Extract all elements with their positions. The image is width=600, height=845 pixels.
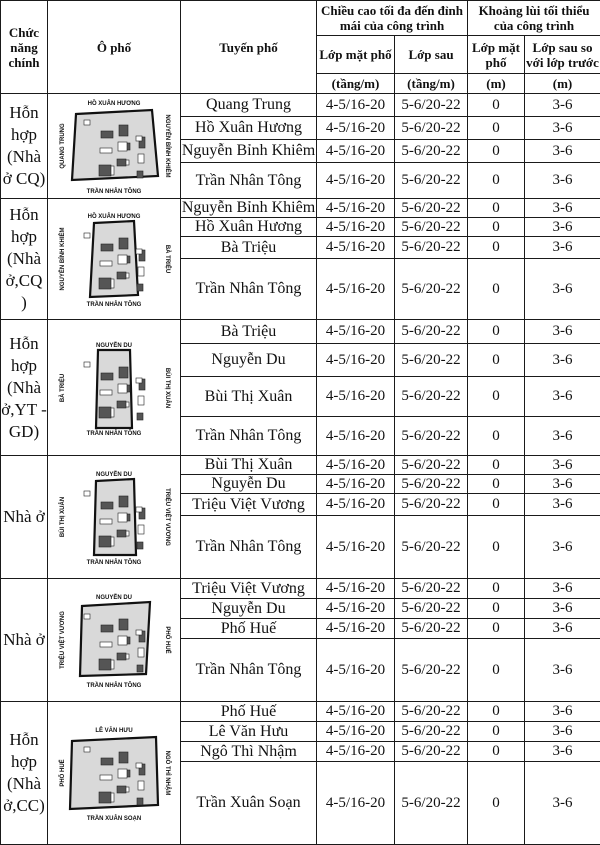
front-height-cell: 4-5/16-20: [317, 344, 395, 377]
back-height-cell: 5-6/20-22: [395, 417, 468, 456]
back-height-cell: 5-6/20-22: [395, 619, 468, 639]
parcel: [119, 752, 128, 763]
street-cell: Nguyễn Bỉnh Khiêm: [181, 199, 317, 218]
map-street-label: NGUYỄN DU: [96, 342, 132, 349]
parcel: [99, 278, 111, 289]
parcel: [119, 619, 128, 630]
back-height-cell: 5-6/20-22: [395, 722, 468, 742]
back-height-cell: 5-6/20-22: [395, 218, 468, 237]
parcel: [119, 367, 128, 378]
map-street-label: PHỐ HUẾ: [164, 626, 171, 653]
street-cell: Trần Nhân Tông: [181, 259, 317, 320]
setback-front-cell: 0: [468, 140, 525, 163]
parcel: [138, 525, 144, 534]
setback-front-cell: 0: [468, 639, 525, 702]
street-cell: Hồ Xuân Hương: [181, 117, 317, 140]
setback-back-cell: 3-6: [525, 377, 600, 417]
parcel: [117, 272, 126, 279]
setback-back-cell: 3-6: [525, 494, 600, 516]
map-street-label: BÙI THỊ XUÂN: [164, 367, 171, 407]
street-cell: Ngô Thì Nhậm: [181, 742, 317, 762]
block-map: [54, 338, 174, 438]
back-height-cell: 5-6/20-22: [395, 579, 468, 599]
front-height-cell: 4-5/16-20: [317, 494, 395, 516]
parcel: [100, 148, 112, 153]
street-cell: Trần Nhân Tông: [181, 516, 317, 579]
parcel: [101, 244, 113, 251]
back-height-cell: 5-6/20-22: [395, 163, 468, 199]
front-height-cell: 4-5/16-20: [317, 702, 395, 722]
street-cell: Trần Nhân Tông: [181, 163, 317, 199]
table-row: [1, 199, 600, 218]
front-height-cell: 4-5/16-20: [317, 237, 395, 259]
setback-front-cell: 0: [468, 599, 525, 619]
back-height-cell: 5-6/20-22: [395, 259, 468, 320]
table-row: [1, 94, 600, 117]
unit-front-height: (tầng/m): [317, 74, 395, 94]
parcel: [117, 401, 126, 408]
map-street-label: NGUYỄN DU: [96, 471, 132, 478]
back-height-cell: 5-6/20-22: [395, 475, 468, 494]
setback-back-cell: 3-6: [525, 516, 600, 579]
setback-back-cell: 3-6: [525, 417, 600, 456]
back-height-cell: 5-6/20-22: [395, 140, 468, 163]
setback-back-cell: 3-6: [525, 702, 600, 722]
front-height-cell: 4-5/16-20: [317, 475, 395, 494]
front-height-cell: 4-5/16-20: [317, 619, 395, 639]
map-street-label: QUANG TRUNG: [60, 123, 66, 169]
block-map: [54, 467, 174, 567]
front-height-cell: 4-5/16-20: [317, 599, 395, 619]
block-map-cell: [48, 199, 181, 320]
table-row: [1, 579, 600, 599]
header-front-layer: Lớp mặt phố: [317, 36, 395, 74]
unit-setback-front: (m): [468, 74, 525, 94]
header-min-setback: Khoảng lùi tối thiểu của công trình: [468, 1, 600, 36]
block-map: [54, 723, 174, 823]
parcel: [100, 261, 112, 266]
front-height-cell: 4-5/16-20: [317, 456, 395, 475]
table-row: [1, 320, 600, 344]
street-cell: Phố Huế: [181, 702, 317, 722]
map-street-label: TRẦN NHÂN TÔNG: [87, 429, 142, 437]
map-street-label: TRIỆU VIỆT VƯƠNG: [58, 611, 66, 669]
parcel: [119, 125, 128, 136]
back-height-cell: 5-6/20-22: [395, 94, 468, 117]
parcel: [117, 653, 126, 660]
back-height-cell: 5-6/20-22: [395, 599, 468, 619]
back-height-cell: 5-6/20-22: [395, 702, 468, 722]
back-height-cell: 5-6/20-22: [395, 516, 468, 579]
setback-front-cell: 0: [468, 579, 525, 599]
setback-front-cell: 0: [468, 762, 525, 845]
street-cell: Trần Xuân Soạn: [181, 762, 317, 845]
setback-front-cell: 0: [468, 742, 525, 762]
setback-back-cell: 3-6: [525, 722, 600, 742]
setback-front-cell: 0: [468, 94, 525, 117]
parcel: [137, 542, 143, 549]
parcel: [84, 747, 90, 752]
back-height-cell: 5-6/20-22: [395, 742, 468, 762]
parcel: [84, 233, 90, 238]
front-height-cell: 4-5/16-20: [317, 117, 395, 140]
header-function: Chức năng chính: [1, 1, 48, 94]
parcel: [119, 496, 128, 507]
setback-back-cell: 3-6: [525, 639, 600, 702]
parcel: [101, 625, 113, 632]
street-cell: Nguyễn Bỉnh Khiêm: [181, 140, 317, 163]
parcel: [101, 373, 113, 380]
table-row: [1, 456, 600, 475]
setback-front-cell: 0: [468, 702, 525, 722]
parcel: [101, 131, 113, 138]
unit-back-height: (tầng/m): [395, 74, 468, 94]
map-street-label: TRẦN NHÂN TÔNG: [87, 558, 142, 566]
parcel: [84, 362, 90, 367]
back-height-cell: 5-6/20-22: [395, 237, 468, 259]
front-height-cell: 4-5/16-20: [317, 320, 395, 344]
setback-front-cell: 0: [468, 377, 525, 417]
map-street-label: BÀ TRIỆU: [164, 245, 172, 273]
front-height-cell: 4-5/16-20: [317, 742, 395, 762]
setback-back-cell: 3-6: [525, 199, 600, 218]
parcel: [99, 792, 111, 803]
front-height-cell: 4-5/16-20: [317, 639, 395, 702]
parcel: [138, 396, 144, 405]
setback-front-cell: 0: [468, 475, 525, 494]
setback-front-cell: 0: [468, 344, 525, 377]
parcel: [136, 378, 142, 383]
parcel: [118, 769, 127, 778]
function-cell: Nhà ở: [1, 456, 48, 579]
header-max-height: Chiều cao tối đa đến đỉnh mái của công trình: [317, 1, 468, 36]
street-cell: Nguyễn Du: [181, 344, 317, 377]
setback-back-cell: 3-6: [525, 94, 600, 117]
parcel: [137, 798, 143, 805]
parcel: [101, 758, 113, 765]
block-map: [54, 590, 174, 690]
setback-front-cell: 0: [468, 320, 525, 344]
parcel: [136, 630, 142, 635]
setback-back-cell: 3-6: [525, 117, 600, 140]
setback-front-cell: 0: [468, 722, 525, 742]
map-street-label: LÊ VĂN HƯU: [95, 726, 132, 734]
map-street-label: NGÔ THÌ NHẬM: [164, 751, 172, 796]
street-cell: Hồ Xuân Hương: [181, 218, 317, 237]
map-street-label: NGUYỄN DU: [96, 594, 132, 601]
map-street-label: PHỐ HUẾ: [59, 759, 66, 786]
parcel: [99, 165, 111, 176]
header-setback-front: Lớp mặt phố: [468, 36, 525, 74]
back-height-cell: 5-6/20-22: [395, 377, 468, 417]
setback-back-cell: 3-6: [525, 475, 600, 494]
function-cell: Hỗn hợp (Nhà ở,YT -GD): [1, 320, 48, 456]
front-height-cell: 4-5/16-20: [317, 199, 395, 218]
front-height-cell: 4-5/16-20: [317, 579, 395, 599]
parcel: [100, 390, 112, 395]
back-height-cell: 5-6/20-22: [395, 456, 468, 475]
map-street-label: NGUYỄN BỈNH KHIÊM: [164, 114, 172, 177]
parcel: [138, 781, 144, 790]
street-cell: Lê Văn Hưu: [181, 722, 317, 742]
block-map: [54, 96, 174, 196]
setback-back-cell: 3-6: [525, 259, 600, 320]
setback-front-cell: 0: [468, 456, 525, 475]
setback-front-cell: 0: [468, 494, 525, 516]
parcel: [136, 763, 142, 768]
parcel: [99, 659, 111, 670]
map-street-label: TRIỆU VIỆT VƯƠNG: [164, 488, 172, 546]
back-height-cell: 5-6/20-22: [395, 494, 468, 516]
back-height-cell: 5-6/20-22: [395, 320, 468, 344]
street-cell: Bà Triệu: [181, 320, 317, 344]
back-height-cell: 5-6/20-22: [395, 639, 468, 702]
front-height-cell: 4-5/16-20: [317, 417, 395, 456]
parcel: [84, 614, 90, 619]
parcel: [100, 775, 112, 780]
header-setback-back: Lớp sau so với lớp trước: [525, 36, 600, 74]
block-map-cell: [48, 94, 181, 199]
setback-back-cell: 3-6: [525, 218, 600, 237]
map-street-label: TRẦN NHÂN TÔNG: [87, 681, 142, 689]
block-map-cell: [48, 456, 181, 579]
table-row: [1, 702, 600, 722]
function-cell: Hỗn hợp (Nhà ở CQ): [1, 94, 48, 199]
parcel: [118, 255, 127, 264]
parcel: [101, 502, 113, 509]
setback-back-cell: 3-6: [525, 140, 600, 163]
back-height-cell: 5-6/20-22: [395, 762, 468, 845]
back-height-cell: 5-6/20-22: [395, 199, 468, 218]
block-map-cell: [48, 320, 181, 456]
function-cell: Nhà ở: [1, 579, 48, 702]
map-street-label: TRẦN XUÂN SOẠN: [87, 815, 141, 822]
parcel: [100, 642, 112, 647]
parcel: [137, 665, 143, 672]
unit-setback-back: (m): [525, 74, 600, 94]
function-cell: Hỗn hợp (Nhà ở,CC): [1, 702, 48, 845]
street-cell: Nguyễn Du: [181, 599, 317, 619]
setback-front-cell: 0: [468, 117, 525, 140]
setback-back-cell: 3-6: [525, 237, 600, 259]
parcel: [137, 413, 143, 420]
parcel: [99, 536, 111, 547]
street-cell: Nguyễn Du: [181, 475, 317, 494]
block-map-cell: [48, 579, 181, 702]
block-map-cell: [48, 702, 181, 845]
map-street-label: TRẦN NHÂN TÔNG: [87, 187, 142, 195]
header-back-layer: Lớp sau: [395, 36, 468, 74]
front-height-cell: 4-5/16-20: [317, 762, 395, 845]
parcel: [138, 267, 144, 276]
setback-front-cell: 0: [468, 199, 525, 218]
header-block: Ô phố: [48, 1, 181, 94]
front-height-cell: 4-5/16-20: [317, 163, 395, 199]
front-height-cell: 4-5/16-20: [317, 140, 395, 163]
parcel: [118, 513, 127, 522]
parcel: [138, 648, 144, 657]
setback-back-cell: 3-6: [525, 762, 600, 845]
setback-front-cell: 0: [468, 619, 525, 639]
front-height-cell: 4-5/16-20: [317, 259, 395, 320]
map-street-label: BÙI THỊ XUÂN: [59, 497, 66, 537]
front-height-cell: 4-5/16-20: [317, 722, 395, 742]
map-street-label: HỒ XUÂN HƯƠNG: [88, 213, 141, 220]
parcel: [118, 636, 127, 645]
block-map: [54, 209, 174, 309]
parcel: [100, 519, 112, 524]
setback-back-cell: 3-6: [525, 456, 600, 475]
parcel: [118, 384, 127, 393]
parcel: [138, 154, 144, 163]
setback-back-cell: 3-6: [525, 619, 600, 639]
street-cell: Triệu Việt Vương: [181, 494, 317, 516]
back-height-cell: 5-6/20-22: [395, 344, 468, 377]
front-height-cell: 4-5/16-20: [317, 516, 395, 579]
setback-front-cell: 0: [468, 417, 525, 456]
setback-back-cell: 3-6: [525, 599, 600, 619]
street-cell: Bùi Thị Xuân: [181, 456, 317, 475]
street-cell: Bùi Thị Xuân: [181, 377, 317, 417]
parcel: [84, 491, 90, 496]
map-street-label: BÀ TRIỆU: [58, 373, 66, 401]
parcel: [137, 284, 143, 291]
front-height-cell: 4-5/16-20: [317, 218, 395, 237]
map-street-label: HỒ XUÂN HƯƠNG: [88, 100, 141, 107]
front-height-cell: 4-5/16-20: [317, 377, 395, 417]
parcel: [136, 507, 142, 512]
header-street: Tuyến phố: [181, 1, 317, 94]
parcel: [119, 238, 128, 249]
parcel: [117, 530, 126, 537]
setback-front-cell: 0: [468, 163, 525, 199]
setback-back-cell: 3-6: [525, 742, 600, 762]
parcel: [136, 136, 142, 141]
map-street-label: NGUYỄN BỈNH KHIÊM: [58, 227, 66, 290]
parcel: [118, 142, 127, 151]
setback-back-cell: 3-6: [525, 344, 600, 377]
street-cell: Triệu Việt Vương: [181, 579, 317, 599]
parcel: [137, 171, 143, 178]
back-height-cell: 5-6/20-22: [395, 117, 468, 140]
setback-back-cell: 3-6: [525, 163, 600, 199]
street-cell: Phố Huế: [181, 619, 317, 639]
street-cell: Trần Nhân Tông: [181, 639, 317, 702]
parcel: [136, 249, 142, 254]
setback-front-cell: 0: [468, 259, 525, 320]
setback-front-cell: 0: [468, 516, 525, 579]
setback-back-cell: 3-6: [525, 320, 600, 344]
setback-back-cell: 3-6: [525, 579, 600, 599]
street-cell: Trần Nhân Tông: [181, 417, 317, 456]
front-height-cell: 4-5/16-20: [317, 94, 395, 117]
parcel: [99, 407, 111, 418]
street-cell: Bà Triệu: [181, 237, 317, 259]
parcel: [84, 120, 90, 125]
setback-front-cell: 0: [468, 237, 525, 259]
setback-front-cell: 0: [468, 218, 525, 237]
map-street-label: TRẦN NHÂN TÔNG: [87, 300, 142, 308]
street-cell: Quang Trung: [181, 94, 317, 117]
parcel: [117, 786, 126, 793]
parcel: [117, 159, 126, 166]
function-cell: Hỗn hợp (Nhà ở,CQ ): [1, 199, 48, 320]
